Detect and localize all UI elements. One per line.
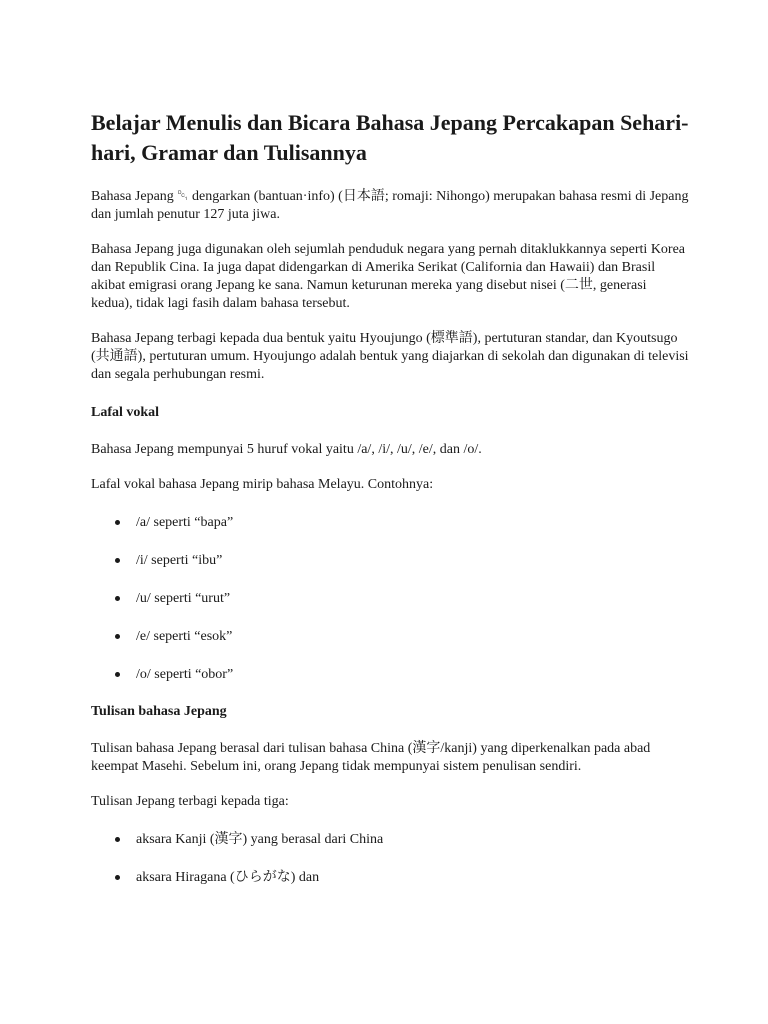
list-item <box>91 831 691 849</box>
bullet-icon <box>115 558 120 563</box>
list-item-text: /a/ seperti “bapa” <box>136 515 234 530</box>
list-item-text: aksara Kanji (漢字) yang berasal dari China <box>136 832 384 847</box>
list-item-text: /e/ seperti “esok” <box>136 629 233 644</box>
list-item <box>91 590 691 608</box>
list-item <box>91 869 691 887</box>
list-item <box>91 666 691 684</box>
vowel-count-paragraph: Bahasa Jepang mempunyai 5 huruf vokal yaitu /a/, /i/, /u/, /e/, dan /o/. <box>91 442 482 457</box>
intro-paragraph: Bahasa Jepang ␑ dengarkan (bantuan·info) (日本語; romaji: Nihongo) merupakan bahasa resmi di Jepang dan jumlah penutur 127 juta jiwa. <box>91 189 689 222</box>
bullet-icon <box>115 672 120 677</box>
forms-paragraph: Bahasa Jepang terbagi kepada dua bentuk yaitu Hyoujungo (標準語), pertuturan standar, dan Kyoutsugo (共通語), pertuturan umum. Hyoujungo adalah bentuk yang diajarkan di sekolah dan digunakan di televisi dan segala perhubungan resmi. <box>91 331 689 382</box>
bullet-icon <box>115 837 120 842</box>
bullet-icon <box>115 520 120 525</box>
list-item-text: /o/ seperti “obor” <box>136 667 234 682</box>
list-item-text: /i/ seperti “ibu” <box>136 553 223 568</box>
bullet-icon <box>115 875 120 880</box>
bullet-icon <box>115 634 120 639</box>
writing-heading: Tulisan bahasa Jepang <box>91 704 227 719</box>
writing-origin-paragraph: Tulisan bahasa Jepang berasal dari tulisan bahasa China (漢字/kanji) yang diperkenalkan pada abad keempat Masehi. Sebelum ini, orang Jepang tidak mempunyai sistem penulisan sendiri. <box>91 741 651 774</box>
writing-division-paragraph: Tulisan Jepang terbagi kepada tiga: <box>91 794 289 809</box>
list-item <box>91 628 691 646</box>
list-item <box>91 514 691 532</box>
document-page <box>91 108 691 906</box>
list-item-text: aksara Hiragana (ひらがな) dan <box>136 870 320 885</box>
usage-paragraph: Bahasa Jepang juga digunakan oleh sejumlah penduduk negara yang pernah ditaklukkannya seperti Korea dan Republik Cina. Ia juga dapat didengarkan di Amerika Serikat (California dan Hawaii) dan Brasil akibat emigrasi orang Jepang ke sana. Namun keturunan mereka yang disebut nisei (二世, generasi kedua), tidak lagi fasih dalam bahasa tersebut. <box>91 242 686 311</box>
list-item <box>91 552 691 570</box>
vowels-heading: Lafal vokal <box>91 405 160 420</box>
document-title: Belajar Menulis dan Bicara Bahasa Jepang Percakapan Sehari-hari, Gramar dan Tulisannya <box>91 110 689 165</box>
writing-scripts-list <box>91 831 691 887</box>
list-item-text: /u/ seperti “urut” <box>136 591 231 606</box>
vowel-similar-paragraph: Lafal vokal bahasa Jepang mirip bahasa Melayu. Contohnya: <box>91 477 434 492</box>
vowel-examples-list <box>91 514 691 684</box>
bullet-icon <box>115 596 120 601</box>
